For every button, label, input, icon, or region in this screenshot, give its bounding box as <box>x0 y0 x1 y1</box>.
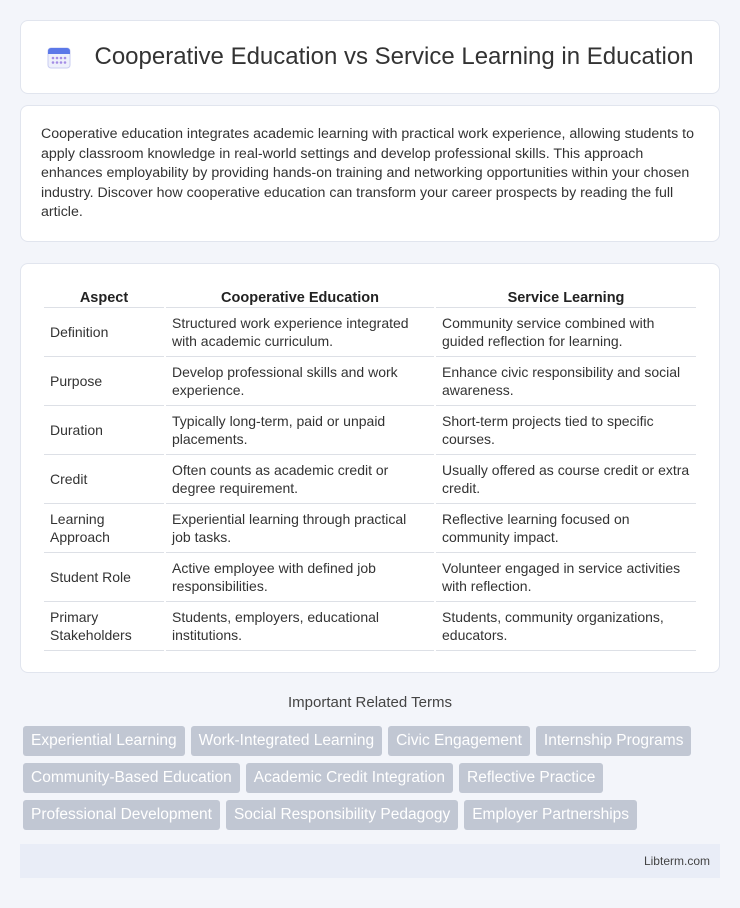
row-aspect: Duration <box>44 406 164 455</box>
row-aspect: Student Role <box>44 553 164 602</box>
row-aspect: Definition <box>44 308 164 357</box>
tag-row <box>23 763 723 793</box>
row-cooperative: Students, employers, educational institutions. <box>166 602 434 651</box>
footer <box>20 844 720 878</box>
row-cooperative: Structured work experience integrated with academic curriculum. <box>166 308 434 357</box>
comparison-table <box>42 284 698 651</box>
row-service: Students, community organizations, educators. <box>436 602 696 651</box>
tag-internship-programs[interactable]: Internship Programs <box>536 726 692 756</box>
related-terms-list <box>23 726 723 837</box>
calendar-icon <box>46 44 72 70</box>
tag-community-based-education[interactable]: Community-Based Education <box>23 763 240 793</box>
row-service: Usually offered as course credit or extra credit. <box>436 455 696 504</box>
header-card <box>20 20 720 94</box>
tag-employer-partnerships[interactable]: Employer Partnerships <box>464 800 637 830</box>
row-cooperative: Experiential learning through practical job tasks. <box>166 504 434 553</box>
tag-civic-engagement[interactable]: Civic Engagement <box>388 726 530 756</box>
row-service: Enhance civic responsibility and social awareness. <box>436 357 696 406</box>
row-cooperative: Active employee with defined job responsibilities. <box>166 553 434 602</box>
table-row <box>44 455 696 504</box>
header-service-learning: Service Learning <box>436 284 696 308</box>
table-row <box>44 602 696 651</box>
header-cooperative-education: Cooperative Education <box>166 284 434 308</box>
row-service: Reflective learning focused on community impact. <box>436 504 696 553</box>
footer-site-link[interactable]: Libterm.com <box>643 854 710 868</box>
row-service: Volunteer engaged in service activities with reflection. <box>436 553 696 602</box>
related-terms-title: Important Related Terms <box>288 694 452 711</box>
row-aspect: Credit <box>44 455 164 504</box>
tag-row <box>23 800 723 830</box>
page-title: Cooperative Education vs Service Learning in Education <box>94 43 694 70</box>
table-row <box>44 357 696 406</box>
tag-reflective-practice[interactable]: Reflective Practice <box>459 763 603 793</box>
table-header-row <box>44 284 696 308</box>
tag-experiential-learning[interactable]: Experiential Learning <box>23 726 185 756</box>
row-aspect: Primary Stakeholders <box>44 602 164 651</box>
row-aspect: Learning Approach <box>44 504 164 553</box>
tag-academic-credit-integration[interactable]: Academic Credit Integration <box>246 763 453 793</box>
table-row <box>44 553 696 602</box>
row-cooperative: Typically long-term, paid or unpaid placements. <box>166 406 434 455</box>
tag-professional-development[interactable]: Professional Development <box>23 800 220 830</box>
comparison-table-card <box>20 263 720 673</box>
table-row <box>44 406 696 455</box>
table-row <box>44 504 696 553</box>
row-aspect: Purpose <box>44 357 164 406</box>
header-aspect: Aspect <box>44 284 164 308</box>
intro-text: Cooperative education integrates academic learning with practical work experience, allowing students to apply classroom knowledge in real-world settings and develop professional skills. This approach enhances employability by providing hands-on training and networking opportunities within your chosen industry. Discover how cooperative education can transform your career prospects by reading the full article. <box>41 126 694 221</box>
tag-row <box>23 726 723 756</box>
tag-social-responsibility-pedagogy[interactable]: Social Responsibility Pedagogy <box>226 800 458 830</box>
table-row <box>44 308 696 357</box>
intro-card <box>20 105 720 242</box>
row-cooperative: Often counts as academic credit or degree requirement. <box>166 455 434 504</box>
row-service: Short-term projects tied to specific courses. <box>436 406 696 455</box>
row-cooperative: Develop professional skills and work experience. <box>166 357 434 406</box>
row-service: Community service combined with guided reflection for learning. <box>436 308 696 357</box>
tag-work-integrated-learning[interactable]: Work-Integrated Learning <box>191 726 382 756</box>
